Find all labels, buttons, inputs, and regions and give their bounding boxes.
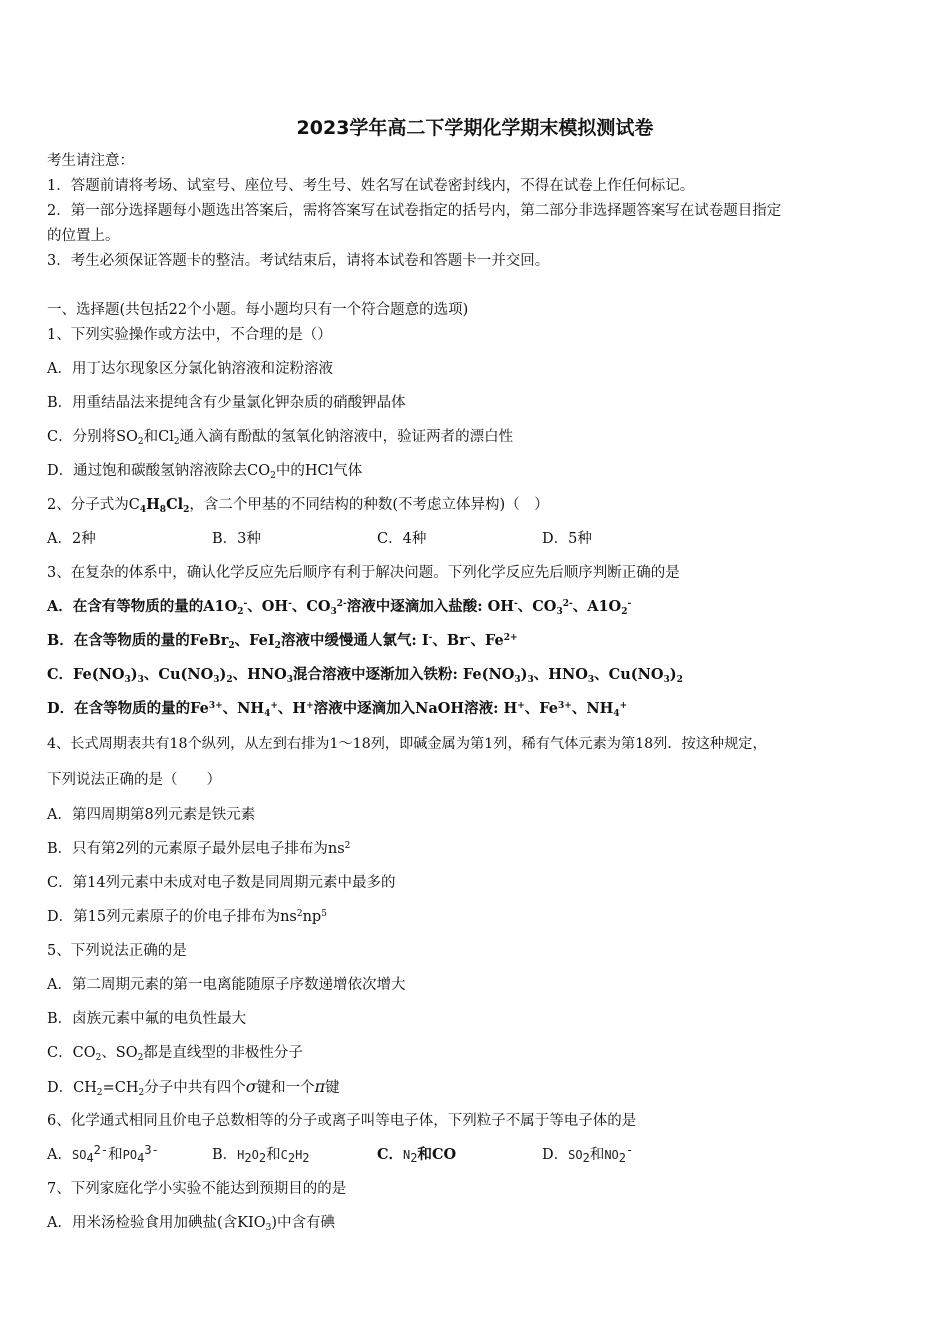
question-stem-cont: 下列说法正确的是（ ）: [47, 772, 221, 788]
notice-item: 1．答题前请将考场、试室号、座位号、考生号、姓名写在试卷密封线内，不得在试卷上作任何标记。: [47, 178, 695, 194]
option-a: A．在含有等物质的量的$A1O_2^-$、OH-、$CO_3^{2-}$溶液中逐滴加入盐酸: OH-、$CO_3^{2-}$、$A1O_2^-$: [47, 598, 632, 617]
option-d: D．通过饱和碳酸氢钠溶液除去$CO_2$中的HCl气体: [47, 463, 363, 481]
option-b: B．$H_2O_2$和$C_2H_2$: [212, 1147, 310, 1165]
notice-item: 3．考生必须保证答题卡的整洁。考试结束后，请将本试卷和答题卡一并交回。: [47, 253, 550, 269]
sigma-symbol: σ: [245, 1077, 257, 1096]
question-stem: 1、下列实验操作或方法中，不合理的是（）: [47, 327, 332, 343]
question-stem: 5、下列说法正确的是: [47, 943, 187, 959]
notice-item: 的位置上。: [47, 228, 120, 244]
notice-item: 2．第一部分选择题每小题选出答案后，需将答案写在试卷指定的括号内，第二部分非选择题答案写在试卷题目指定: [47, 203, 782, 219]
pi-symbol: π: [314, 1077, 326, 1096]
option-b: B．卤族元素中氟的电负性最大: [47, 1011, 247, 1027]
option-c: C．第14列元素中未成对电子数是同周期元素中最多的: [47, 875, 396, 891]
question-stem: 2、分子式为$C_4H_8Cl_2$，含二个甲基的不同结构的种数(不考虑立体异构)（ ）: [47, 496, 549, 515]
option-a: A．第二周期元素的第一电离能随原子序数递增依次增大: [47, 977, 406, 993]
option-c: C．$Fe(NO_3)_3$、$Cu(NO_3)_2$、$HNO_3$混合溶液中逐渐加入铁粉: $Fe(NO_3)_3$、$HNO_3$、$Cu(NO_3)_2$: [47, 666, 683, 685]
question-stem: 6、化学通式相同且价电子总数相等的分子或离子叫等电子体，下列粒子不属于等电子体的是: [47, 1113, 637, 1129]
option-d: D．$CH_2=CH_2$分子中共有四个σ键和一个π键: [47, 1077, 340, 1098]
option-c: C．$CO_2$、$SO_2$都是直线型的非极性分子: [47, 1045, 303, 1063]
option-d: D．第15列元素原子的价电子排布为$ns^2np^5$: [47, 909, 327, 925]
option-c: C．$N_2$和CO: [377, 1146, 457, 1165]
option-b: B．在含等物质的量的FeBr$_2$、FeI$_2$溶液中缓慢通人氯气: I-、Br-、$Fe^{2+}$: [47, 632, 518, 651]
option-d: D．在含等物质的量的$Fe^{3+}$、$NH_4^+$、H+溶液中逐滴加入NaOH溶液: H+、$Fe^{3+}$、$NH_4^+$: [47, 700, 628, 719]
option-a: A．$SO_4^{2-}$和$PO_4^{3-}$: [47, 1143, 159, 1165]
option-c: C．4种: [377, 531, 427, 547]
question-stem: 4、长式周期表共有18个纵列，从左到右排为1～18列，即碱金属为第1列，稀有气体元素为第18列．按这种规定，: [47, 736, 767, 752]
option-b: B．3种: [212, 531, 261, 547]
option-a: A．用丁达尔现象区分氯化钠溶液和淀粉溶液: [47, 361, 333, 377]
notice-heading: 考生请注意：: [47, 153, 134, 169]
option-a: A．第四周期第8列元素是铁元素: [47, 807, 256, 823]
option-b: B．只有第2列的元素原子最外层电子排布为$ns^2$: [47, 841, 351, 857]
question-stem: 3、在复杂的体系中，确认化学反应先后顺序有利于解决问题。下列化学反应先后顺序判断正确的是: [47, 565, 680, 581]
page-title: 2023学年高二下学期化学期末模拟测试卷: [296, 117, 654, 139]
option-c: C．分别将$SO_2$和$Cl_2$通入滴有酚酞的氢氧化钠溶液中，验证两者的漂白性: [47, 429, 514, 447]
option-a: A．用米汤检验食用加碘盐(含$KIO_3$)中含有碘: [47, 1215, 335, 1233]
option-a: A．2种: [47, 531, 96, 547]
option-b: B．用重结晶法来提纯含有少量氯化钾杂质的硝酸钾晶体: [47, 395, 406, 411]
option-d: D．$SO_2$和$NO_2^-$: [542, 1143, 634, 1165]
section-heading: 一、选择题(共包括22个小题。每小题均只有一个符合题意的选项): [47, 302, 469, 318]
question-stem: 7、下列家庭化学小实验不能达到预期目的的是: [47, 1181, 347, 1197]
option-d: D．5种: [542, 531, 592, 547]
